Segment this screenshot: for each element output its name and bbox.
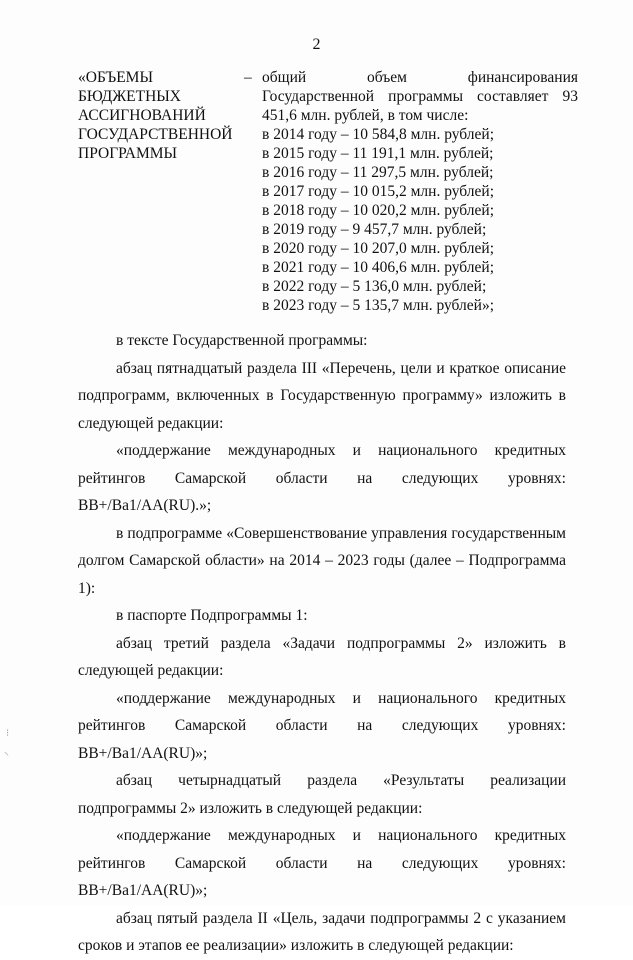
document-body	[78, 327, 566, 960]
paragraph: абзац пятнадцатый раздела III «Перечень, цели и краткое описание подпрограмм, включенных в Государственную программу» изложить в следующей редакции:	[78, 359, 566, 432]
funding-year-item: в 2021 году – 10 406,6 млн. рублей;	[262, 259, 495, 276]
paragraph: абзац третий раздела «Задачи подпрограммы 2» изложить в следующей редакции:	[78, 634, 566, 679]
quoted-paragraph: «поддержание международных и национального кредитных рейтингов Самарской области на следующих уровнях: BB+/Ba1/AA(RU)»;	[78, 827, 566, 899]
paragraph: в подпрограмме «Совершенствование управления государственным долгом Самарской области» на 2014 – 2023 годы (далее – Подпрограмма 1):	[78, 524, 566, 597]
scan-artifact: ⁝	[6, 728, 10, 739]
funding-year-item: в 2020 году – 10 207,0 млн. рублей;	[262, 240, 495, 257]
funding-year-item: в 2022 году – 5 136,0 млн. рублей;	[262, 278, 487, 295]
summary-label-line: «ОБЪЕМЫ	[78, 69, 153, 86]
summary-intro: общий объем финансирования Государственной программы составляет 93 451,6 млн. рублей, в том числе:	[262, 69, 578, 124]
scan-artifact: ⸌	[4, 751, 9, 762]
funding-year-item: в 2018 году – 10 020,2 млн. рублей;	[262, 202, 495, 219]
funding-year-item: в 2017 году – 10 015,2 млн. рублей;	[262, 183, 495, 200]
funding-year-item: в 2015 году – 11 191,1 млн. рублей;	[262, 145, 494, 162]
summary-dash: –	[244, 69, 252, 86]
paragraph: в паспорте Подпрограммы 1:	[116, 607, 308, 624]
paragraph: в тексте Государственной программы:	[116, 332, 368, 349]
funding-year-item: в 2023 году – 5 135,7 млн. рублей»;	[262, 297, 495, 314]
summary-body	[262, 68, 578, 315]
summary-label-line: БЮДЖЕТНЫХ	[78, 88, 181, 105]
quoted-paragraph: «поддержание международных и национального кредитных рейтингов Самарской области на следующих уровнях: BB+/Ba1/AA(RU).»;	[78, 442, 566, 514]
paragraph: абзац четырнадцатый раздела «Результаты реализации подпрограммы 2» изложить в следующей редакции:	[78, 772, 566, 817]
summary-label-line: АССИГНОВАНИЙ	[78, 107, 206, 124]
quoted-paragraph: «поддержание международных и национального кредитных рейтингов Самарской области на следующих уровнях: BB+/Ba1/AA(RU)»;	[78, 689, 566, 762]
funding-year-item: в 2019 году – 9 457,7 млн. рублей;	[262, 221, 487, 238]
summary-label-line: ПРОГРАММЫ	[78, 145, 178, 162]
summary-label	[78, 68, 248, 163]
funding-year-item: в 2014 году – 10 584,8 млн. рублей;	[262, 126, 495, 143]
page-number: 2	[312, 36, 321, 53]
paragraph: абзац пятый раздела II «Цель, задачи подпрограммы 2 с указанием сроков и этапов ее реализации» изложить в следующей редакции:	[78, 909, 566, 954]
funding-year-item: в 2016 году – 11 297,5 млн. рублей;	[262, 164, 494, 181]
summary-label-line: ГОСУДАРСТВЕННОЙ	[78, 126, 233, 143]
funding-year-list	[262, 125, 578, 315]
